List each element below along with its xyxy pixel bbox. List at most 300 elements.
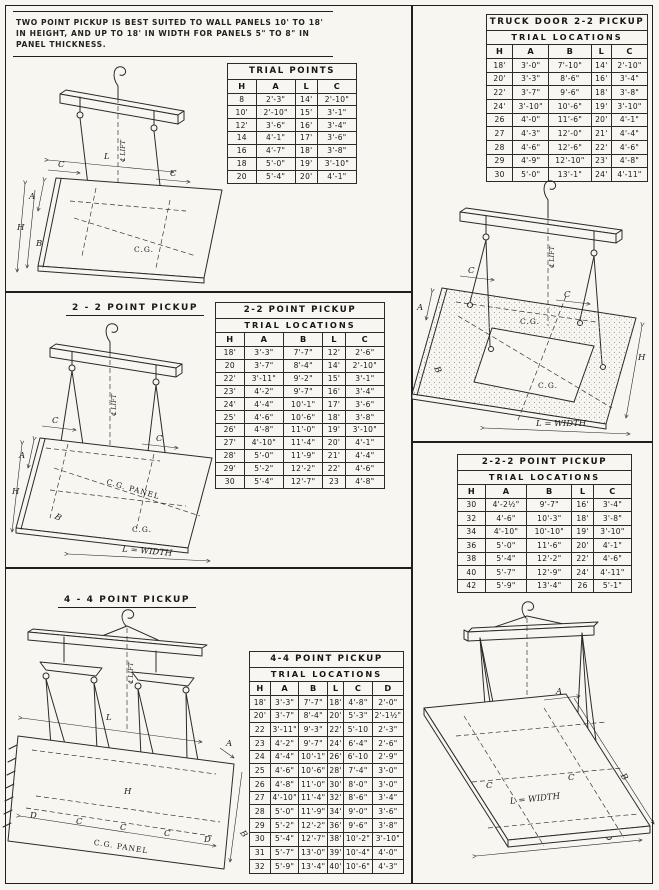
table-cell: 3'-7" bbox=[270, 709, 299, 723]
table-cell: 18' bbox=[328, 695, 344, 709]
table-cell: 22 bbox=[250, 723, 271, 737]
table-row bbox=[487, 141, 648, 155]
table-cell: 11'-9" bbox=[284, 449, 323, 462]
table-cell: 2'-6" bbox=[372, 737, 403, 751]
table-cell: 3'-4" bbox=[612, 72, 648, 86]
wall-panel bbox=[38, 178, 222, 283]
table-cell: 22' bbox=[591, 141, 611, 155]
divider-right-1 bbox=[411, 441, 653, 443]
table-cell: 4'-8" bbox=[612, 154, 648, 168]
table-cell: 4'-2" bbox=[244, 385, 283, 398]
table-row bbox=[216, 372, 385, 385]
table-row bbox=[458, 539, 632, 553]
table-row bbox=[458, 579, 632, 593]
table-cell: 4'-10" bbox=[270, 791, 299, 805]
table-title-row bbox=[228, 64, 357, 80]
table-cell: 14 bbox=[228, 132, 257, 145]
table-cell: 5'-4" bbox=[270, 832, 299, 846]
table-cell: 21' bbox=[591, 127, 611, 141]
table-cell: 4'-6" bbox=[244, 411, 283, 424]
table-cell: 3'-3" bbox=[270, 695, 299, 709]
table-head-cell: B bbox=[549, 44, 592, 58]
table-cell: 16' bbox=[295, 119, 317, 132]
table-cell: 22' bbox=[572, 552, 594, 566]
divider-vertical bbox=[411, 5, 413, 884]
table-cell: 3'-7" bbox=[244, 359, 283, 372]
table-cell: 12'-6" bbox=[549, 141, 592, 155]
table-row bbox=[458, 512, 632, 526]
table-cell: 4'-4" bbox=[612, 127, 648, 141]
table-cell: 3'-1" bbox=[345, 372, 384, 385]
table-cell: 3'-0" bbox=[372, 778, 403, 792]
divider-left-2 bbox=[5, 567, 412, 569]
table-cell: 38' bbox=[328, 832, 344, 846]
table-cell: 6'-4" bbox=[344, 737, 373, 751]
table-cell: 9'-0" bbox=[344, 805, 373, 819]
table-row bbox=[250, 709, 404, 723]
table-cell: 4'-4" bbox=[244, 398, 283, 411]
table-cell: 3'-10" bbox=[372, 832, 403, 846]
table-cell: 4'-8" bbox=[344, 695, 373, 709]
table-cell: 3'-8" bbox=[593, 512, 631, 526]
table-cell: 12'-7" bbox=[299, 832, 328, 846]
centerline-lift-label: ℄ LIFT bbox=[127, 662, 135, 684]
table-cell: 5'-7" bbox=[485, 566, 526, 580]
table-cell: 17' bbox=[295, 132, 317, 145]
dim-C: C bbox=[568, 773, 575, 783]
table-cell: 12'-9" bbox=[527, 566, 572, 580]
cg-label: C.G. bbox=[520, 317, 540, 326]
table-cell: 5'-0" bbox=[513, 168, 549, 182]
table-cell: 3'-6" bbox=[317, 132, 356, 145]
dim-B: B bbox=[52, 511, 63, 524]
table-cell: 10'-6" bbox=[344, 860, 373, 874]
table-subtitle-row bbox=[458, 470, 632, 484]
table-cell: 18 bbox=[228, 157, 257, 170]
table-cell: 18' bbox=[591, 86, 611, 100]
table-cell: 39' bbox=[328, 846, 344, 860]
table-row bbox=[228, 93, 357, 106]
table-cell: 5'-7" bbox=[270, 846, 299, 860]
table-cell: 10'-4" bbox=[344, 846, 373, 860]
table-cell: 3'-6" bbox=[372, 805, 403, 819]
table-cell: 20 bbox=[216, 359, 245, 372]
table-cell: 4'-1" bbox=[593, 539, 631, 553]
table-row bbox=[458, 566, 632, 580]
table-cell: 24' bbox=[216, 398, 245, 411]
table-cell: 9'-3" bbox=[299, 723, 328, 737]
table-cell: 30 bbox=[458, 498, 486, 512]
table-cell: 7'-10" bbox=[549, 58, 592, 72]
table-cell: 42 bbox=[458, 579, 486, 593]
table-cell: 5'-4" bbox=[256, 170, 295, 183]
table-cell: 34' bbox=[328, 805, 344, 819]
table-cell: 5'-0" bbox=[244, 449, 283, 462]
table-cell: 3'-11" bbox=[244, 372, 283, 385]
table-row bbox=[228, 145, 357, 158]
table-row bbox=[250, 764, 404, 778]
table-cell: 2'-10" bbox=[256, 106, 295, 119]
table-cell: 18' bbox=[216, 346, 245, 359]
table-cell: 8'-6" bbox=[549, 72, 592, 86]
table-cell: 2'-6" bbox=[345, 346, 384, 359]
spreader-beam bbox=[460, 208, 622, 256]
width-label: L = WIDTH bbox=[509, 791, 561, 807]
table-cell: 7'-4" bbox=[344, 764, 373, 778]
crane-hook-icon bbox=[106, 324, 118, 356]
table-head-cell: C bbox=[612, 44, 648, 58]
table-cell: 4'-2½" bbox=[485, 498, 526, 512]
table-cell: 10' bbox=[228, 106, 257, 119]
table-cell: 19' bbox=[323, 424, 345, 437]
table-cell: 26 bbox=[250, 778, 271, 792]
table-subtitle-row bbox=[250, 667, 404, 681]
crane-hook-icon bbox=[102, 610, 158, 640]
table-cell: 3'-3" bbox=[244, 346, 283, 359]
table-cell: 38 bbox=[458, 552, 486, 566]
table-cell: 4'-8" bbox=[345, 475, 384, 488]
table-cell: 16' bbox=[591, 72, 611, 86]
table-cell: 5'-0" bbox=[256, 157, 295, 170]
table-cell: 30 bbox=[250, 832, 271, 846]
table-cell: 8'-0" bbox=[344, 778, 373, 792]
section-title-2-2: 2 - 2 POINT PICKUP bbox=[66, 303, 204, 316]
wall-panel bbox=[16, 438, 212, 553]
dim-C: C bbox=[170, 169, 177, 179]
table-cell: 26 bbox=[487, 113, 513, 127]
table-cell: 12'-2" bbox=[284, 462, 323, 475]
table-cell: 40 bbox=[458, 566, 486, 580]
table-cell: 5'-4" bbox=[485, 552, 526, 566]
table-row bbox=[228, 106, 357, 119]
table-cell: 11'-0" bbox=[284, 424, 323, 437]
table-header-row bbox=[216, 332, 385, 346]
table-head-cell: C bbox=[344, 681, 373, 695]
table-cell: 32' bbox=[328, 791, 344, 805]
dim-A: A bbox=[556, 687, 563, 697]
truck-door-panel bbox=[412, 288, 636, 429]
dim-H: H bbox=[638, 353, 646, 363]
dim-B: B bbox=[617, 771, 630, 783]
table-cell: 12' bbox=[228, 119, 257, 132]
table-cell: 3'-7" bbox=[513, 86, 549, 100]
table-cell: 18' bbox=[250, 695, 271, 709]
table-head-cell: D bbox=[372, 681, 403, 695]
dim-H: H bbox=[17, 223, 25, 233]
section-title-4-4: 4 - 4 POINT PICKUP bbox=[58, 595, 196, 608]
dim-H: H bbox=[124, 787, 132, 797]
table-row bbox=[250, 832, 404, 846]
pickup-2-2-2-table bbox=[457, 454, 632, 593]
table-row bbox=[250, 805, 404, 819]
table-cell: 10'-2" bbox=[344, 832, 373, 846]
cg-panel-label: C.G. PANEL bbox=[93, 837, 150, 856]
table-cell: 3'-4" bbox=[345, 385, 384, 398]
table-cell: 4'-4" bbox=[345, 449, 384, 462]
table-cell: 22' bbox=[216, 372, 245, 385]
table-cell: 24' bbox=[487, 100, 513, 114]
table-cell: 4'-11" bbox=[612, 168, 648, 182]
dim-B: B bbox=[431, 365, 443, 375]
table-title-row bbox=[487, 15, 648, 31]
table-cell: 30 bbox=[487, 168, 513, 182]
table-cell: 5'-9" bbox=[485, 579, 526, 593]
table-row bbox=[216, 449, 385, 462]
table-cell: 23' bbox=[591, 154, 611, 168]
table-subtitle-row bbox=[216, 318, 385, 332]
table-cell: 3'-8" bbox=[372, 819, 403, 833]
pickup-2-2-table bbox=[215, 302, 385, 489]
table-cell: 15' bbox=[295, 106, 317, 119]
dim-C: C bbox=[164, 829, 171, 839]
table-cell: 9'-2" bbox=[284, 372, 323, 385]
table-cell: 32 bbox=[250, 860, 271, 874]
table-cell: 5'-2" bbox=[270, 819, 299, 833]
sub-spreader-left bbox=[40, 662, 102, 683]
table-row bbox=[458, 498, 632, 512]
table-cell: 4'-7" bbox=[256, 145, 295, 158]
table-cell: 29 bbox=[487, 154, 513, 168]
table-cell: 2'-9" bbox=[372, 750, 403, 764]
table-head-cell: H bbox=[487, 44, 513, 58]
table-row bbox=[250, 778, 404, 792]
table-row bbox=[487, 113, 648, 127]
table-cell: 3'-6" bbox=[256, 119, 295, 132]
table-row bbox=[216, 359, 385, 372]
table-cell: 22' bbox=[487, 86, 513, 100]
table-cell: 4'-11" bbox=[593, 566, 631, 580]
table-head-cell: H bbox=[458, 484, 486, 498]
centerline-lift-label: ℄ LIFT bbox=[119, 140, 127, 162]
crane-hook-icon bbox=[114, 67, 126, 102]
two-point-pickup-diagram bbox=[14, 60, 229, 290]
table-cell: 20' bbox=[328, 709, 344, 723]
table-cell: 16 bbox=[228, 145, 257, 158]
table-cell: 5'-2" bbox=[244, 462, 283, 475]
spreader-bar bbox=[464, 622, 598, 641]
cg-label: C.G. bbox=[132, 525, 152, 534]
table-row bbox=[487, 72, 648, 86]
table-cell: 40' bbox=[328, 860, 344, 874]
table-cell: 24' bbox=[591, 168, 611, 182]
table-cell: 3'-8" bbox=[345, 411, 384, 424]
table-cell: 36 bbox=[458, 539, 486, 553]
centerline-lift-label: ℄ LIFT bbox=[110, 394, 118, 416]
dim-H: H bbox=[12, 487, 20, 497]
width-label: L = WIDTH bbox=[536, 419, 587, 429]
table-cell: 10'-3" bbox=[527, 512, 572, 526]
table-cell: 5'-3" bbox=[344, 709, 373, 723]
table-cell: 9'-6" bbox=[344, 819, 373, 833]
table-cell: 4'-6" bbox=[270, 764, 299, 778]
table-head-cell: B bbox=[284, 332, 323, 346]
table-cell: 10'-6" bbox=[284, 411, 323, 424]
table-cell: 9'-6" bbox=[549, 86, 592, 100]
table-row bbox=[250, 860, 404, 874]
table-cell: 3'-0" bbox=[372, 764, 403, 778]
table-cell: 26' bbox=[328, 750, 344, 764]
table-cell: 3'-8" bbox=[612, 86, 648, 100]
table-row bbox=[216, 398, 385, 411]
table-cell: 23 bbox=[323, 475, 345, 488]
dim-C: C bbox=[156, 434, 163, 444]
table-cell: 3'-11" bbox=[270, 723, 299, 737]
table-cell: 13'-4" bbox=[299, 860, 328, 874]
table-row bbox=[250, 737, 404, 751]
table-cell: 11'-6" bbox=[527, 539, 572, 553]
table-cell: 12' bbox=[323, 346, 345, 359]
table-cell: 26 bbox=[572, 579, 594, 593]
table-cell: 5'-9" bbox=[270, 860, 299, 874]
table-cell: 15' bbox=[323, 372, 345, 385]
table-cell: 4'-6" bbox=[485, 512, 526, 526]
table-cell: 24' bbox=[572, 566, 594, 580]
table-row bbox=[216, 411, 385, 424]
table-row bbox=[250, 695, 404, 709]
table-sub-cell: TRIAL LOCATIONS bbox=[250, 667, 404, 681]
table-subtitle-row bbox=[487, 30, 648, 44]
table-cell: 14' bbox=[591, 58, 611, 72]
table-cell: 8'-6" bbox=[344, 791, 373, 805]
table-cell: 5'-4" bbox=[244, 475, 283, 488]
table-row bbox=[228, 157, 357, 170]
table-cell: 10'-6" bbox=[549, 100, 592, 114]
table-cell: 4'-3" bbox=[513, 127, 549, 141]
table-cell: 3'-10" bbox=[612, 100, 648, 114]
dim-C: C bbox=[468, 266, 475, 276]
table-cell: 30 bbox=[216, 475, 245, 488]
table-cell: 5'-1" bbox=[593, 579, 631, 593]
table-cell: 4'-8" bbox=[270, 778, 299, 792]
table-cell: 19' bbox=[591, 100, 611, 114]
table-cell: 4'-2" bbox=[270, 737, 299, 751]
table-cell: 13'-0" bbox=[299, 846, 328, 860]
table-cell: 18' bbox=[323, 411, 345, 424]
table-cell: 27 bbox=[487, 127, 513, 141]
pickup-2-2-diagram bbox=[10, 318, 220, 566]
table-cell: 4'-1" bbox=[256, 132, 295, 145]
floor-panel bbox=[424, 694, 650, 847]
table-cell: 14' bbox=[323, 359, 345, 372]
table-title-row bbox=[216, 303, 385, 319]
table-cell: 4'-1" bbox=[612, 113, 648, 127]
table-cell: 28' bbox=[328, 764, 344, 778]
dim-D: D bbox=[30, 811, 37, 821]
truck-door-diagram bbox=[398, 176, 656, 440]
table-cell: 28 bbox=[487, 141, 513, 155]
table-cell: 23' bbox=[216, 385, 245, 398]
table-title-cell: 2-2-2 POINT PICKUP bbox=[458, 455, 632, 471]
table-head-cell: A bbox=[485, 484, 526, 498]
table-sub-cell: TRIAL LOCATIONS bbox=[216, 318, 385, 332]
table-cell: 25' bbox=[216, 411, 245, 424]
table-cell: 4'-0" bbox=[513, 113, 549, 127]
table-cell: 3'-10" bbox=[345, 424, 384, 437]
dim-A: A bbox=[417, 303, 424, 313]
dim-A: A bbox=[29, 192, 36, 202]
table-head-cell: A bbox=[244, 332, 283, 346]
table-cell: 3'-4" bbox=[593, 498, 631, 512]
table-cell: 4'-9" bbox=[513, 154, 549, 168]
table-title-cell: 2-2 POINT PICKUP bbox=[216, 303, 385, 319]
table-cell: 19' bbox=[572, 525, 594, 539]
table-row bbox=[228, 119, 357, 132]
table-cell: 10'-1" bbox=[299, 750, 328, 764]
table-header-row bbox=[458, 484, 632, 498]
cg-panel-label: C.G. PANEL bbox=[105, 477, 161, 502]
table-cell: 4'-6" bbox=[513, 141, 549, 155]
table-cell: 10'-1" bbox=[284, 398, 323, 411]
table-head-cell: L bbox=[295, 79, 317, 93]
dim-B: B bbox=[36, 239, 43, 249]
table-cell: 2'-10" bbox=[317, 93, 356, 106]
table-row bbox=[216, 475, 385, 488]
table-cell: 27 bbox=[250, 791, 271, 805]
table-row bbox=[228, 132, 357, 145]
table-cell: 6'-10 bbox=[344, 750, 373, 764]
table-head-cell: B bbox=[299, 681, 328, 695]
table-row bbox=[216, 385, 385, 398]
table-cell: 9'-7" bbox=[299, 737, 328, 751]
table-cell: 7'-7" bbox=[299, 695, 328, 709]
table-cell: 4'-0" bbox=[372, 846, 403, 860]
table-cell: 4'-10" bbox=[244, 437, 283, 450]
table-cell: 28 bbox=[250, 805, 271, 819]
table-cell: 31 bbox=[250, 846, 271, 860]
table-title-cell: 4-4 POINT PICKUP bbox=[250, 652, 404, 668]
sub-spreader-right bbox=[132, 672, 194, 693]
table-cell: 3'-10" bbox=[593, 525, 631, 539]
table-row bbox=[250, 819, 404, 833]
table-title-row bbox=[250, 652, 404, 668]
cg-label: C.G. bbox=[134, 245, 154, 254]
table-head-cell: B bbox=[527, 484, 572, 498]
table-head-cell: H bbox=[228, 79, 257, 93]
table-cell: 11'-9" bbox=[299, 805, 328, 819]
divider-left-1 bbox=[5, 291, 412, 293]
table-cell: 36' bbox=[328, 819, 344, 833]
table-head-cell: A bbox=[513, 44, 549, 58]
table-cell: 4'-1" bbox=[317, 170, 356, 183]
table-cell: 11'-4" bbox=[299, 791, 328, 805]
table-cell: 4'-6" bbox=[345, 462, 384, 475]
table-cell: 20' bbox=[591, 113, 611, 127]
dim-C: C bbox=[486, 781, 493, 791]
table-row bbox=[250, 723, 404, 737]
table-cell: 18' bbox=[295, 145, 317, 158]
table-cell: 9'-7" bbox=[284, 385, 323, 398]
table-cell: 5'-10 bbox=[344, 723, 373, 737]
table-cell: 17' bbox=[323, 398, 345, 411]
table-cell: 3'-1" bbox=[317, 106, 356, 119]
table-title-cell: TRUCK DOOR 2-2 PICKUP bbox=[487, 15, 648, 31]
table-cell: 3'-10" bbox=[513, 100, 549, 114]
table-cell: 22' bbox=[323, 462, 345, 475]
table-cell: 2'-10" bbox=[345, 359, 384, 372]
dim-L: L bbox=[104, 152, 110, 162]
table-row bbox=[216, 462, 385, 475]
table-header-row bbox=[228, 79, 357, 93]
table-cell: 12'-2" bbox=[299, 819, 328, 833]
table-cell: 13'-1" bbox=[549, 168, 592, 182]
table-cell: 2'-3" bbox=[256, 93, 295, 106]
table-cell: 3'-4" bbox=[372, 791, 403, 805]
table-cell: 14' bbox=[295, 93, 317, 106]
table-cell: 20' bbox=[572, 539, 594, 553]
table-cell: 20' bbox=[250, 709, 271, 723]
table-cell: 3'-0" bbox=[513, 58, 549, 72]
table-row bbox=[250, 846, 404, 860]
